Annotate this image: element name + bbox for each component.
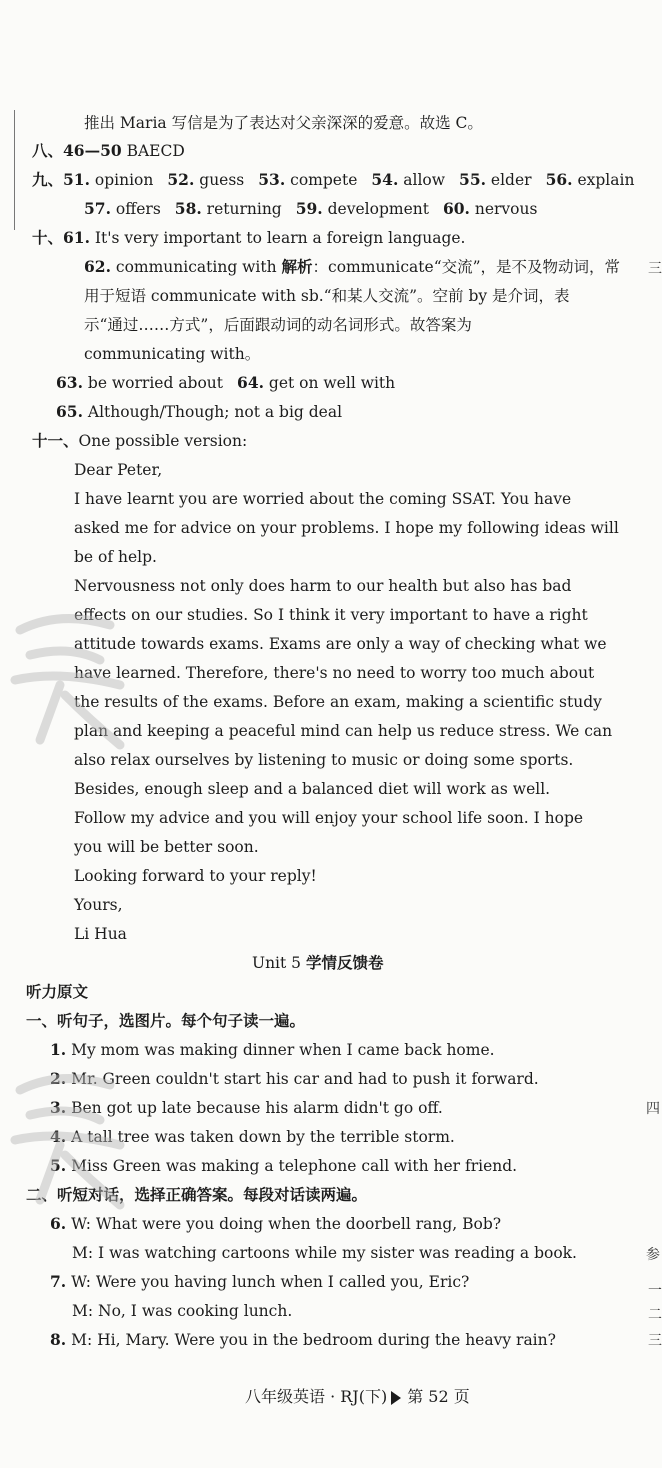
answer-text: One possible version: — [78, 432, 248, 450]
answer-text: returning — [201, 200, 282, 218]
text-line: Looking forward to your reply! — [74, 867, 317, 885]
section-heading: 一、听句子，选图片。每个句子读一遍。 — [26, 1012, 306, 1030]
text-line — [50, 1156, 517, 1176]
answer-text: nervous — [469, 200, 538, 218]
item-number: 62. — [84, 257, 111, 276]
answer-text: Unit 5 — [252, 954, 306, 972]
play-triangle-icon — [391, 1391, 401, 1405]
text-line — [56, 402, 342, 422]
answer-text: Ben got up late because his alarm didn't go off. — [66, 1099, 443, 1117]
text-line: Follow my advice and you will enjoy your school life soon. I hope — [74, 809, 584, 827]
text-line: communicating with。 — [84, 345, 261, 363]
item-number: 1. — [50, 1040, 67, 1059]
text-line: Li Hua — [74, 925, 127, 943]
answer-text: explain — [572, 171, 635, 189]
item-number: 2. — [50, 1069, 67, 1088]
answer-text: My mom was making dinner when I came back home. — [66, 1041, 495, 1059]
text-line: I have learnt you are worried about the coming SSAT. You have — [74, 490, 572, 508]
item-number: 3. — [50, 1098, 67, 1117]
text-line — [50, 1069, 539, 1089]
text-line — [32, 141, 185, 161]
page-footer — [245, 1384, 470, 1407]
answer-text: allow — [398, 171, 446, 189]
answer-text: get on well with — [264, 374, 396, 392]
item-number: 60. — [442, 199, 470, 218]
text-line: plan and keeping a peaceful mind can help us reduce stress. We can — [74, 722, 613, 740]
answer-text: Miss Green was making a telephone call with her friend. — [66, 1157, 518, 1175]
answer-text: communicating with — [110, 258, 282, 276]
section-heading: 二、听短对话，选择正确答案。每段对话读两遍。 — [26, 1186, 368, 1204]
footer-book-title: 八年级英语 · RJ(下) — [245, 1387, 388, 1406]
text-line — [56, 373, 395, 393]
item-number: 58. — [174, 199, 202, 218]
left-margin-rule — [14, 110, 15, 230]
answer-text: guess — [194, 171, 245, 189]
text-line: you will be better soon. — [74, 838, 259, 856]
answer-text: W: What were you doing when the doorbell rang, Bob? — [66, 1215, 502, 1233]
text-line — [252, 953, 383, 973]
text-line — [84, 257, 620, 277]
text-line — [50, 1272, 469, 1292]
answer-text: A tall tree was taken down by the terrible storm. — [66, 1128, 455, 1146]
item-number: 5. — [50, 1156, 67, 1175]
text-line — [84, 199, 537, 219]
edge-mark: 三 — [648, 261, 662, 277]
item-number: 57. — [84, 199, 111, 218]
item-number: 65. — [56, 402, 83, 421]
answer-text: opinion — [89, 171, 154, 189]
answer-text: be worried about — [82, 374, 224, 392]
answer-text: It's very important to learn a foreign language. — [89, 229, 466, 247]
item-number: 55. — [459, 170, 486, 189]
text-line: Besides, enough sleep and a balanced diet will work as well. — [74, 780, 551, 798]
text-line: also relax ourselves by listening to music or doing some sports. — [74, 751, 574, 769]
text-line — [32, 170, 634, 190]
edge-mark: 参 — [646, 1247, 660, 1263]
edge-mark: 二 — [648, 1307, 662, 1323]
text-line — [50, 1214, 501, 1234]
text-line — [32, 228, 465, 248]
answer-text: BAECD — [121, 142, 185, 160]
item-number: 6. — [50, 1214, 67, 1233]
text-line: have learned. Therefore, there's no need to worry too much about — [74, 664, 595, 682]
text-line: attitude towards exams. Exams are only a way of checking what we — [74, 635, 607, 653]
text-line — [50, 1040, 495, 1060]
text-line — [50, 1098, 443, 1118]
item-number: 学情反馈卷 — [305, 953, 384, 972]
item-number: 九、51. — [32, 170, 90, 189]
item-number: 59. — [295, 199, 323, 218]
edge-mark: 四 — [646, 1101, 660, 1117]
text-line: 用于短语 communicate with sb.“和某人交流”。空前 by 是介词，表 — [84, 287, 570, 305]
text-line: 推出 Maria 写信是为了表达对父亲深深的爱意。故选 C。 — [84, 114, 483, 132]
item-number: 54. — [371, 170, 399, 189]
item-number: 52. — [167, 170, 195, 189]
item-number: 十一、 — [32, 431, 79, 450]
edge-mark: 三 — [648, 1333, 662, 1349]
item-number: 53. — [258, 170, 286, 189]
edge-mark: 一 — [648, 1283, 662, 1299]
text-line: asked me for advice on your problems. I hope my following ideas will — [74, 519, 619, 537]
item-number: 64. — [237, 373, 264, 392]
text-line: M: No, I was cooking lunch. — [72, 1302, 293, 1320]
item-number: 8. — [50, 1330, 67, 1349]
item-number: 7. — [50, 1272, 67, 1291]
text-line — [32, 431, 247, 451]
answer-text: Mr. Green couldn't start his car and had to push it forward. — [66, 1070, 539, 1088]
text-line: Dear Peter, — [74, 461, 163, 479]
text-line: effects on our studies. So I think it very important to have a right — [74, 606, 588, 624]
text-line: the results of the exams. Before an exam, making a scientific study — [74, 693, 602, 711]
page-number: 第 52 页 — [407, 1387, 470, 1406]
item-number: 解析 — [281, 257, 313, 276]
item-number: 十、61. — [32, 228, 90, 247]
answer-text: Although/Though; not a big deal — [82, 403, 343, 421]
text-line: Yours, — [74, 896, 123, 914]
text-line: M: I was watching cartoons while my sister was reading a book. — [72, 1244, 577, 1262]
answer-text: offers — [110, 200, 161, 218]
text-line — [50, 1127, 455, 1147]
text-line: 示“通过……方式”，后面跟动词的动名词形式。故答案为 — [84, 316, 472, 334]
answer-text: compete — [285, 171, 358, 189]
answer-text: elder — [486, 171, 532, 189]
answer-text: W: Were you having lunch when I called you, Eric? — [66, 1273, 470, 1291]
item-number: 56. — [545, 170, 573, 189]
item-number: 4. — [50, 1127, 67, 1146]
item-number: 63. — [56, 373, 83, 392]
text-line — [50, 1330, 556, 1350]
text-line: be of help. — [74, 548, 157, 566]
text-line: Nervousness not only does harm to our health but also has bad — [74, 577, 572, 595]
item-number: 八、46—50 — [32, 141, 122, 160]
answer-text: M: Hi, Mary. Were you in the bedroom during the heavy rain? — [66, 1331, 556, 1349]
section-heading: 听力原文 — [26, 983, 89, 1001]
answer-text: development — [322, 200, 429, 218]
answer-text: ：communicate“交流”，是不及物动词，常 — [312, 258, 621, 276]
